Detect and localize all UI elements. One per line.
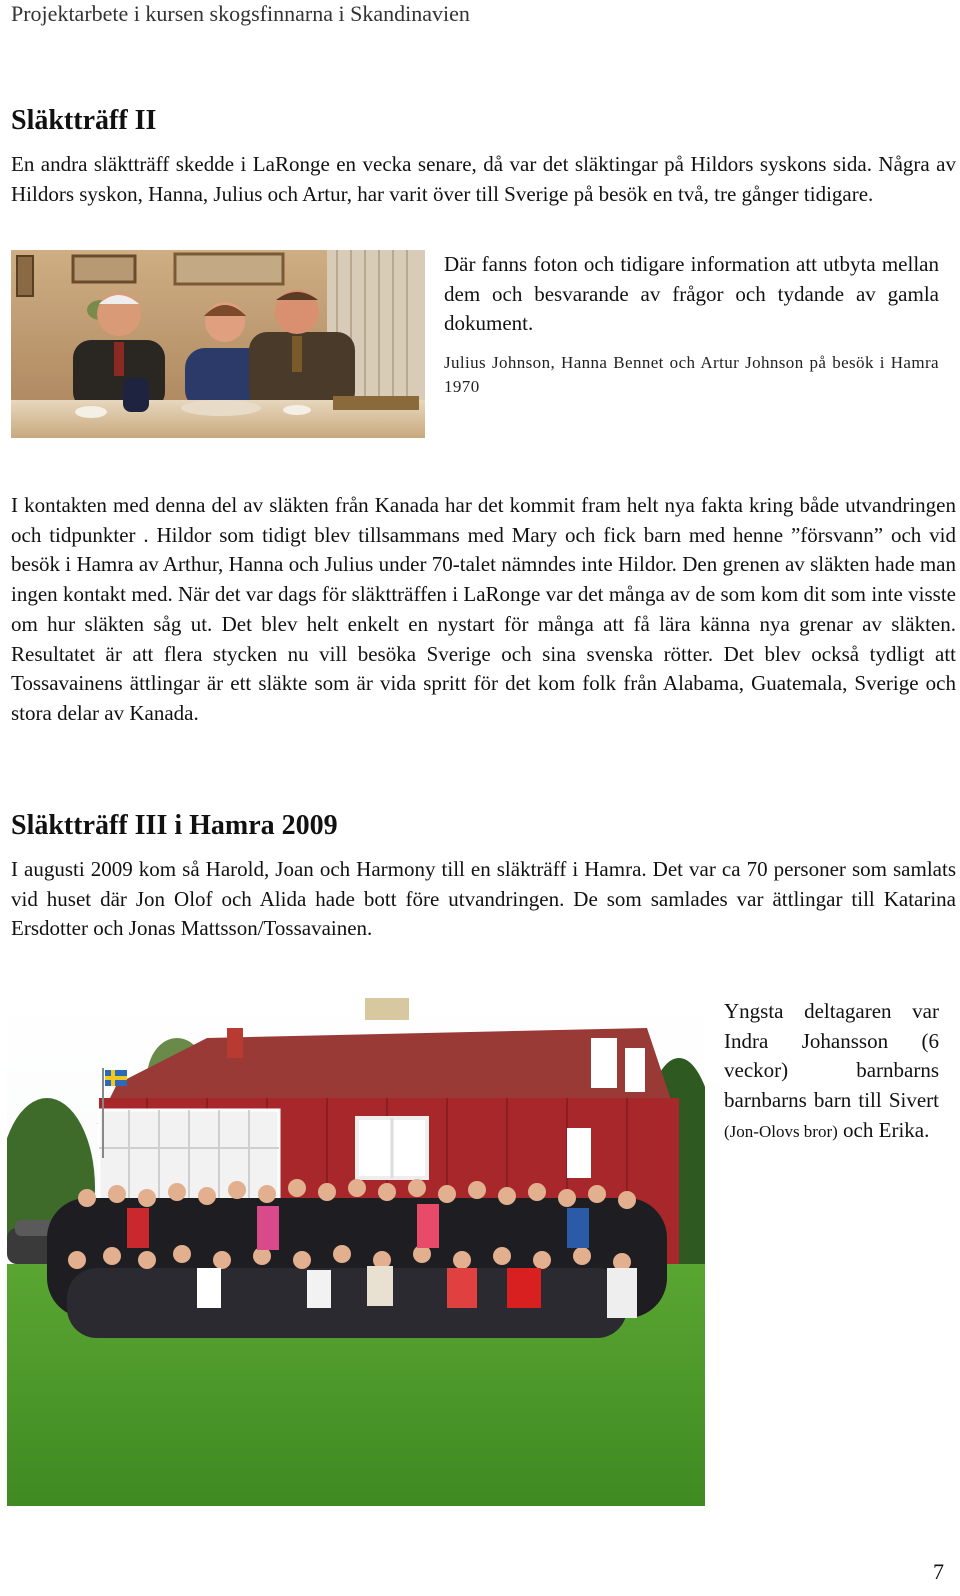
family-reunion-group-photo bbox=[7, 998, 705, 1506]
youngest-participant-text bbox=[724, 997, 939, 1147]
page-number: 7 bbox=[933, 1559, 944, 1584]
youngest-participant-end: och Erika. bbox=[843, 1117, 930, 1142]
youngest-participant-paren: (Jon-Olovs bror) bbox=[724, 1121, 838, 1141]
hamra-2009-paragraph: I augusti 2009 kom så Harold, Joan och Harmony till en släkträff i Hamra. Det var ca 70 personer som samlats vid huset där Jon Olof och Alida hade bott före utvandringen. De som samlades var ättlingar till Katarina Ersdotter och Jonas Mattsson/Tossavainen. bbox=[11, 857, 956, 941]
canada-contact-paragraph: I kontakten med denna del av släkten från Kanada har det kommit fram helt nya fakta kring både utvandringen och tidpunkter . Hildor som tidigt blev tillsammans med Mary och fick barn med henne ”försvann” och vid besök i Hamra av Arthur, Hanna och Julius under 70-talet nämndes inte Hildor. Den grenen av släkten hade man ingen kontakt med. När det var dags för släktträffen i LaRonge var det många av de som kom dit som inte visste om hur släkten såg ut. Det blev helt enkelt en nystart för många att få lära känna nya grenar av släkten. Resultatet är att flera stycken nu vill besöka Sverige och sina svenska rötter. Det blev också tydligt att Tossavainens ättlingar är ett släkte som är vida spritt för det kom folk från Alabama, Guatemala, Sverige och stora delar av Kanada. bbox=[11, 493, 956, 725]
running-header: Projektarbete i kursen skogsfinnarna i Skandinavien bbox=[11, 1, 470, 26]
photo-side-text: Där fanns foton och tidigare information att utbyta mellan dem och besvarande av frågor och tydande av gamla dokument. bbox=[444, 252, 939, 336]
group-photo-illustration bbox=[7, 998, 705, 1506]
vintage-photo-illustration bbox=[11, 250, 425, 438]
section-heading-slakttraff-3: Släktträff III i Hamra 2009 bbox=[11, 810, 338, 841]
photo-caption: Julius Johnson, Hanna Bennet och Artur Johnson på besök i Hamra 1970 bbox=[444, 353, 939, 396]
youngest-participant-main: Yngsta deltagaren var Indra Johansson (6 veckor) barnbarns barnbarns barn till Sivert bbox=[724, 999, 939, 1113]
intro-paragraph: En andra släktträff skedde i LaRonge en vecka senare, då var det släktingar på Hildors syskons sida. Några av Hildors syskon, Hanna, Julius och Artur, har varit över till Sverige på besök en två, tre gånger tidigare. bbox=[11, 152, 956, 206]
section-heading-slakttraff-2: Släktträff II bbox=[11, 105, 157, 136]
vintage-family-photo bbox=[11, 250, 425, 438]
